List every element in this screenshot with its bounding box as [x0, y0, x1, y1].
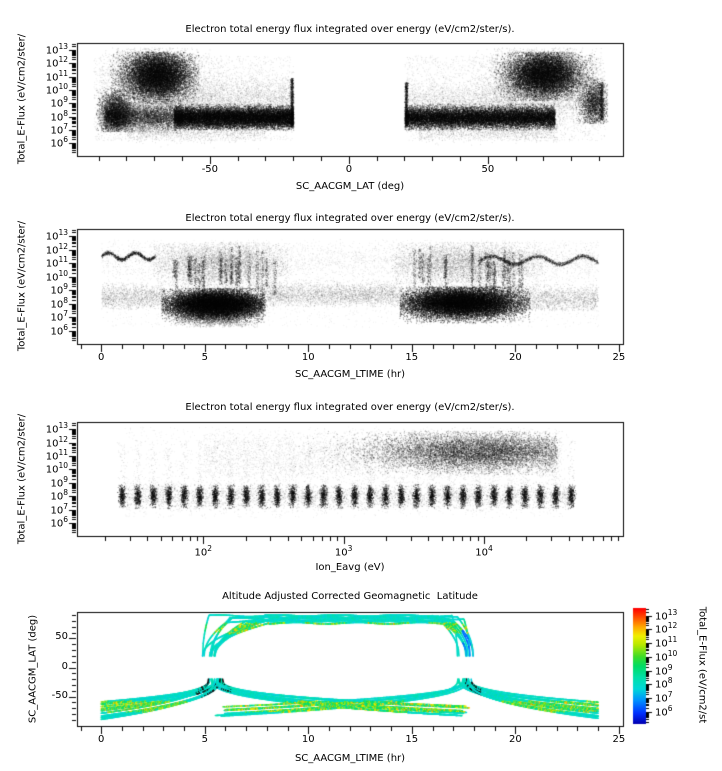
- tick-label: $10^6$: [655, 703, 673, 719]
- tick-label: $10^6$: [50, 322, 68, 338]
- tick-label: -50: [201, 164, 219, 175]
- panel3-x-axis-title: Ion_Eavg (eV): [315, 562, 385, 573]
- tick-label: 50: [55, 631, 68, 643]
- tick-label: $10^7$: [50, 121, 68, 137]
- tick-label: $10^{12}$: [45, 434, 68, 449]
- tick-label: $10^3$: [334, 544, 353, 559]
- tick-label: $10^{13}$: [655, 607, 678, 623]
- tick-label: 50: [481, 164, 495, 175]
- tick-label: 15: [405, 734, 419, 745]
- tick-label: $10^8$: [50, 488, 68, 503]
- tick-label: $10^{13}$: [45, 42, 68, 57]
- tick-label: $10^{11}$: [45, 447, 68, 463]
- panel3-title: Electron total energy flux integrated over energy (eV/cm2/ster/s).: [185, 402, 515, 413]
- tick-label: 15: [405, 352, 419, 363]
- tick-label: $10^{12}$: [45, 241, 68, 257]
- tick-label: $10^9$: [655, 662, 673, 678]
- tick-label: 5: [201, 734, 208, 745]
- tick-label: $10^4$: [475, 544, 493, 559]
- tick-label: $10^{10}$: [45, 461, 68, 476]
- tick-label: $10^9$: [50, 95, 68, 110]
- tick-label: $10^{13}$: [45, 228, 68, 243]
- tick-label: 20: [508, 352, 522, 363]
- tick-label: 25: [612, 352, 626, 363]
- tick-label: $10^8$: [655, 676, 673, 691]
- tick-label: $10^6$: [50, 514, 68, 530]
- tick-label: 5: [201, 352, 208, 363]
- tick-label: -50: [51, 689, 68, 701]
- tick-label: $10^{11}$: [655, 635, 678, 650]
- tick-label: $10^8$: [50, 108, 68, 123]
- plot-page: Electron total energy flux integrated over energy (eV/cm2/ster/s). Electron total energy flux integrated over energy (eV/cm2/ster/s). Electron total energy flux integrated over energy (eV/cm2/ster/s). Altitude Adjusted Corrected Geomagnetic Latitude SC_AACGM_LAT (deg) SC_AACGM_LTIME (hr) Ion_Eavg (eV) SC_AACGM_LTIME (hr) Total_E-Flux (eV/cm2/ster/ Total_E-Flux (eV/cm2/ster/ Total_E-Flux (eV/cm2/ster/ SC_AACGM_LAT (deg) Total_E-Flux (eV/cm2/st -50 0 50 $10^6$ $10^7$ $10^8$ $10^9$ $10^{10}$ $10^{11}$ $10^{12}$ $10^{13}$ 0 5 10 15 20 25 $10^6$ $10^7$ $10^8$ $10^9$ $10^{10}$ $10^{11}$ $10^{12}$ $10^{13}$ $10^2$ $10^3$ $10^4$ $10^6$ $10^7$ $10^8$ $10^9$ $10^{10}$ $10^{11}$ $10^{12}$ $10^{13}$ 0 5 10 15 20 25 -50 0 50 $10^6$ $10^7$ $10^8$ $10^9$ $10^{10}$ $10^{11}$ $10^{12}$ $10^{13}$: [0, 0, 722, 771]
- tick-label: $10^8$: [50, 295, 68, 311]
- tick-label: $10^{10}$: [45, 268, 68, 284]
- tick-label: 10: [301, 734, 315, 745]
- tick-label: 0: [98, 734, 105, 745]
- panel4-x-axis-title: SC_AACGM_LTIME (hr): [294, 753, 406, 764]
- tick-label: $10^{12}$: [45, 55, 68, 70]
- tick-label: $10^{12}$: [655, 621, 678, 636]
- tick-label: $10^9$: [50, 474, 68, 490]
- panel4-title: Altitude Adjusted Corrected Geomagnetic Latitude: [222, 591, 478, 602]
- panel2-title: Electron total energy flux integrated over energy (eV/cm2/ster/s).: [185, 213, 515, 224]
- tick-label: 0: [61, 660, 68, 672]
- tick-label: $10^9$: [50, 282, 68, 297]
- tick-label: $10^{11}$: [45, 68, 68, 83]
- tick-label: $10^7$: [655, 690, 673, 705]
- tick-label: $10^7$: [50, 309, 68, 324]
- tick-label: $10^2$: [194, 544, 213, 559]
- tick-label: $10^{13}$: [45, 421, 68, 436]
- tick-label: 0: [345, 164, 353, 175]
- panel1-x-axis-title: SC_AACGM_LAT (deg): [295, 181, 405, 192]
- tick-label: 25: [612, 734, 626, 745]
- tick-label: $10^6$: [50, 135, 68, 150]
- panel1-title: Electron total energy flux integrated over energy (eV/cm2/ster/s).: [185, 24, 515, 35]
- tick-label: $10^{10}$: [45, 81, 68, 97]
- panel2-x-axis-title: SC_AACGM_LTIME (hr): [294, 369, 406, 380]
- tick-label: $10^{10}$: [655, 648, 678, 664]
- tick-label: $10^7$: [50, 501, 68, 516]
- tick-label: 10: [301, 352, 315, 363]
- tick-label: 0: [98, 352, 105, 363]
- tick-label: 20: [508, 734, 522, 745]
- tick-label: $10^{11}$: [45, 255, 68, 270]
